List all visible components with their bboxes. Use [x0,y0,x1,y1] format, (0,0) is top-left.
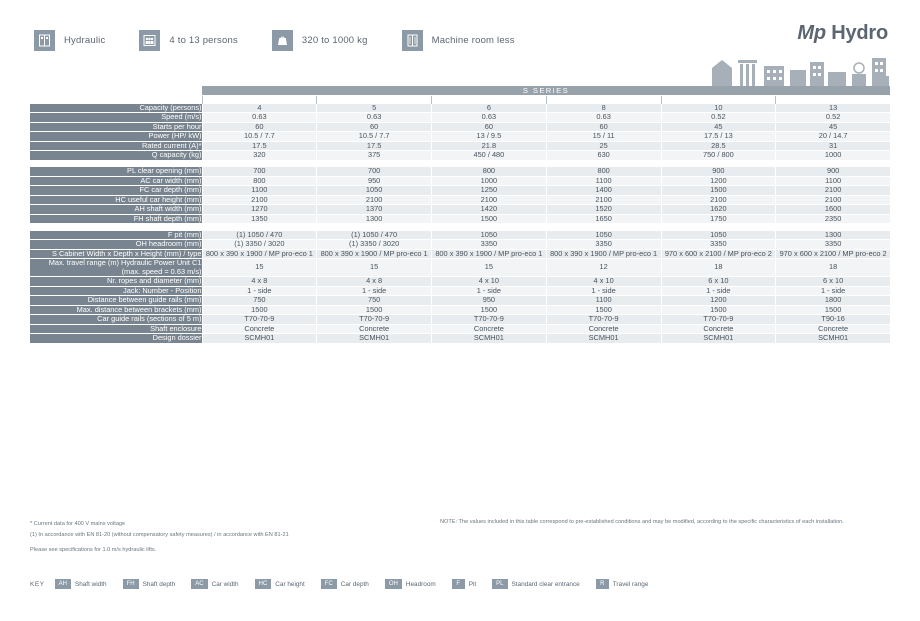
table-cell: T70-70-9 [546,315,661,325]
table-cell: 4 x 10 [546,277,661,287]
table-cell: 6 [432,104,547,113]
table-cell: 700 [317,167,432,176]
table-cell: T70-70-9 [661,315,776,325]
table-cell: 2100 [317,195,432,205]
table-cell: 3350 [661,240,776,250]
table-cell: Concrete [776,324,890,334]
brand-prefix: Mp [797,22,826,44]
key-abbr: OH [385,579,402,589]
row-label: Shaft enclosure [30,324,202,334]
row-label: FC car depth (mm) [30,186,202,196]
machine-room-less-icon [402,30,423,51]
table-cell: 2100 [776,195,890,205]
table-cell: (1) 1050 / 470 [317,231,432,240]
table-cell: 13 [776,104,890,113]
key-abbr: AH [55,579,71,589]
table-cell: Concrete [546,324,661,334]
table-cell: 450 / 480 [432,151,547,161]
key-text: Car depth [340,580,369,588]
table-cell: 8 [546,104,661,113]
key-abbr: HC [255,579,272,589]
table-cell: 750 [202,296,317,306]
table-cell: 17.5 / 13 [661,132,776,142]
table-cell: 800 [546,167,661,176]
table-cell: 17.5 [317,141,432,151]
row-label: Power (HP/ kW) [30,132,202,142]
table-cell: 1370 [317,205,432,215]
table-cell: 2100 [546,195,661,205]
table-cell: 1 - side [432,286,547,296]
key-abbr: PL [492,579,507,589]
table-cell: 1620 [661,205,776,215]
table-cell: 1 - side [317,286,432,296]
row-label: Nr. ropes and diameter (mm) [30,277,202,287]
table-cell: 1 - side [661,286,776,296]
feature-machine-room-less [402,30,515,51]
table-cell: 15 [202,259,317,277]
key-item-fc [321,579,369,589]
table-cell: 630 [546,151,661,161]
table-cell: 28.5 [661,141,776,151]
key-item-ac [191,579,238,589]
table-cell: 320 [202,151,317,161]
table-cell: 2100 [776,186,890,196]
brand-logo [797,22,888,45]
table-cell: 10.5 / 7.7 [317,132,432,142]
table-cell: 20 / 14.7 [776,132,890,142]
table-cell: 4 [202,104,317,113]
series-header-row [30,86,890,96]
table-cell: 4 x 8 [202,277,317,287]
key-item-f [452,579,476,589]
table-cell: 1200 [661,296,776,306]
key-text: Travel range [612,580,649,588]
table-cell: 13 / 9.5 [432,132,547,142]
table-cell: 800 [202,176,317,186]
table-cell: 1800 [776,296,890,306]
table-cell: 900 [776,167,890,176]
specification-table [30,86,890,344]
table-row [30,334,890,344]
table-row [30,240,890,250]
table-cell: Concrete [317,324,432,334]
table-cell: 750 / 800 [661,151,776,161]
table-cell: 15 [317,259,432,277]
row-label: AH shaft width (mm) [30,205,202,215]
row-label: Q capacity (kg) [30,151,202,161]
table-cell: T70-70-9 [202,315,317,325]
row-label: HC useful car height (mm) [30,195,202,205]
table-cell: 970 x 600 x 2100 / MP pro-eco 2 [776,249,890,259]
table-cell: SCMH01 [661,334,776,344]
table-cell: T90-16 [776,315,890,325]
table-cell: 0.63 [432,113,547,123]
key-abbr: FC [321,579,337,589]
feature-persons [139,30,238,51]
table-row [30,277,890,287]
table-cell: 6 x 10 [776,277,890,287]
table-cell: 1500 [432,214,547,224]
table-cell: SCMH01 [317,334,432,344]
table-cell: 3350 [432,240,547,250]
table-cell: 0.63 [202,113,317,123]
table-cell: 18 [661,259,776,277]
table-cell: 1300 [776,231,890,240]
table-cell: 1500 [661,305,776,315]
table-cell: 2100 [432,195,547,205]
table-cell: 0.63 [546,113,661,123]
table-cell: 1100 [546,176,661,186]
table-cell: 2350 [776,214,890,224]
table-cell: 1300 [317,214,432,224]
table-cell: 1600 [776,205,890,215]
table-row [30,113,890,123]
feature-label: 4 to 13 persons [169,35,238,46]
table-cell: 1200 [661,176,776,186]
table-cell: 1100 [546,296,661,306]
table-cell: 700 [202,167,317,176]
table-cell: 1000 [432,176,547,186]
footnote-2: (1) In accordance with EN 81-20 (without compensatory safety measures) / in accordance with EN 81-21 [30,531,289,538]
row-label: S Cabinet Width x Depth x Height (mm) / type [30,249,202,259]
row-label: Max. distance between brackets (mm) [30,305,202,315]
table-cell: 970 x 600 x 2100 / MP pro-eco 2 [661,249,776,259]
key-text: Shaft width [74,580,107,588]
key-text: Pit [468,580,477,588]
table-cell: 1400 [546,186,661,196]
key-text: Standard clear entrance [511,580,580,588]
table-cell: 2100 [202,195,317,205]
table-row [30,167,890,176]
table-row [30,186,890,196]
key-text: Car width [211,580,239,588]
weight-icon [272,30,293,51]
table-cell: 1050 [546,231,661,240]
table-cell: T70-70-9 [432,315,547,325]
feature-hydraulic [34,30,105,51]
key-text: Shaft depth [142,580,176,588]
row-label: Jack: Number - Position [30,286,202,296]
table-cell: 1500 [546,305,661,315]
table-cell: (1) 3350 / 3020 [202,240,317,250]
table-cell: 45 [661,122,776,132]
table-row [30,315,890,325]
table-cell: 1 - side [546,286,661,296]
table-cell: 375 [317,151,432,161]
table-cell: 0.52 [776,113,890,123]
table-row [30,214,890,224]
table-cell: SCMH01 [202,334,317,344]
table-cell: 1420 [432,205,547,215]
table-row [30,132,890,142]
table-cell: 17.5 [202,141,317,151]
table-cell: Concrete [432,324,547,334]
brand-name: Hydro [831,22,888,44]
table-cell: 750 [317,296,432,306]
table-cell: 1100 [202,186,317,196]
table-cell: 60 [317,122,432,132]
table-cell: 1 - side [776,286,890,296]
row-label: Rated current (A)* [30,141,202,151]
key-abbr: F [452,579,465,589]
table-cell: 60 [432,122,547,132]
table-row [30,104,890,113]
table-cell: 1750 [661,214,776,224]
persons-icon [139,30,160,51]
key-legend [30,579,657,589]
key-item-oh [385,579,436,589]
table-cell: 15 [432,259,547,277]
table-row [30,296,890,306]
table-cell: 1050 [661,231,776,240]
key-abbr: AC [191,579,207,589]
key-abbr: R [596,579,609,589]
series-title: S SERIES [202,86,890,96]
table-cell: 0.52 [661,113,776,123]
group-spacer-row [30,224,890,231]
table-cell: T70-70-9 [317,315,432,325]
key-item-fh [123,579,176,589]
table-cell: Concrete [202,324,317,334]
key-label: KEY [30,580,45,588]
table-cell: 800 [432,167,547,176]
feature-label: Hydraulic [64,35,106,46]
table-cell: 25 [546,141,661,151]
key-item-ah [55,579,107,589]
series-header-spacer [30,86,202,96]
footnotes [30,519,450,540]
table-cell: 45 [776,122,890,132]
table-cell: 0.63 [317,113,432,123]
feature-label: Machine room less [431,35,515,46]
table-cell: 10.5 / 7.7 [202,132,317,142]
row-label: PL clear opening (mm) [30,167,202,176]
feature-label: 320 to 1000 kg [301,35,368,46]
table-cell: 1500 [432,305,547,315]
table-cell: 60 [202,122,317,132]
table-cell: 1100 [776,176,890,186]
table-note: NOTE: The values included in this table correspond to pre-established conditions and may be modified, according to the specific characteristics of each installation. [440,519,844,525]
table-cell: 1000 [776,151,890,161]
table-cell: 1350 [202,214,317,224]
table-row [30,259,890,277]
row-label: Max. travel range (m) Hydraulic Power Unit C1 (max. speed = 0.63 m/s) [30,259,202,277]
table-cell: 12 [546,259,661,277]
table-cell: 1050 [317,186,432,196]
row-label: FH shaft depth (mm) [30,214,202,224]
group-spacer [30,224,890,231]
table-cell: 1 - side [202,286,317,296]
key-abbr: FH [123,579,139,589]
feature-weight [272,30,368,51]
table-cell: 950 [432,296,547,306]
feature-bar [34,30,674,51]
key-item-pl [492,579,580,589]
table-cell: 800 x 390 x 1900 / MP pro-eco 1 [546,249,661,259]
table-cell: 1500 [661,186,776,196]
key-item-r [596,579,649,589]
table-cell: 3350 [776,240,890,250]
table-cell: 1270 [202,205,317,215]
row-label: OH headroom (mm) [30,240,202,250]
table-row [30,205,890,215]
row-label: Design dossier [30,334,202,344]
table-cell: SCMH01 [776,334,890,344]
row-label: Capacity (persons) [30,104,202,113]
table-cell: 1050 [432,231,547,240]
table-cell: 1500 [317,305,432,315]
table-cell: 6 x 10 [661,277,776,287]
table-cell: 1520 [546,205,661,215]
table-cell: Concrete [661,324,776,334]
table-cell: 3350 [546,240,661,250]
table-cell: 31 [776,141,890,151]
table-cell: 800 x 390 x 1900 / MP pro-eco 1 [317,249,432,259]
table-body [30,86,890,343]
table-cell: 1650 [546,214,661,224]
table-cell: 4 x 8 [317,277,432,287]
table-cell: 800 x 390 x 1900 / MP pro-eco 1 [432,249,547,259]
table-cell: 60 [546,122,661,132]
table-row [30,151,890,161]
row-label: Starts per hour [30,122,202,132]
spec-note: Please see specifications for 1.0 m/s hydraulic lifts. [30,547,157,553]
key-text: Car height [275,580,305,588]
hydraulic-icon [34,30,55,51]
table-cell: 21.8 [432,141,547,151]
table-cell: 2100 [661,195,776,205]
table-cell: 15 / 11 [546,132,661,142]
row-label: Speed (m/s) [30,113,202,123]
table-cell: SCMH01 [432,334,547,344]
table-cell: 1500 [776,305,890,315]
table-cell: 800 x 390 x 1900 / MP pro-eco 1 [202,249,317,259]
table-cell: 5 [317,104,432,113]
footnote-1: * Current data for 400 V mains voltage [30,521,126,527]
key-text: Headroom [405,580,436,588]
table-cell: (1) 1050 / 470 [202,231,317,240]
table-cell: 10 [661,104,776,113]
table-cell: (1) 3350 / 3020 [317,240,432,250]
table-cell: 4 x 10 [432,277,547,287]
row-label: AC car width (mm) [30,176,202,186]
table-cell: 18 [776,259,890,277]
row-label: F pit (mm) [30,231,202,240]
table-cell: 1250 [432,186,547,196]
table-cell: 1500 [202,305,317,315]
table-cell: 900 [661,167,776,176]
table-cell: SCMH01 [546,334,661,344]
row-label: Car guide rails (sections of 5 m) [30,315,202,325]
table-cell: 950 [317,176,432,186]
row-label: Distance between guide rails (mm) [30,296,202,306]
key-item-hc [255,579,305,589]
